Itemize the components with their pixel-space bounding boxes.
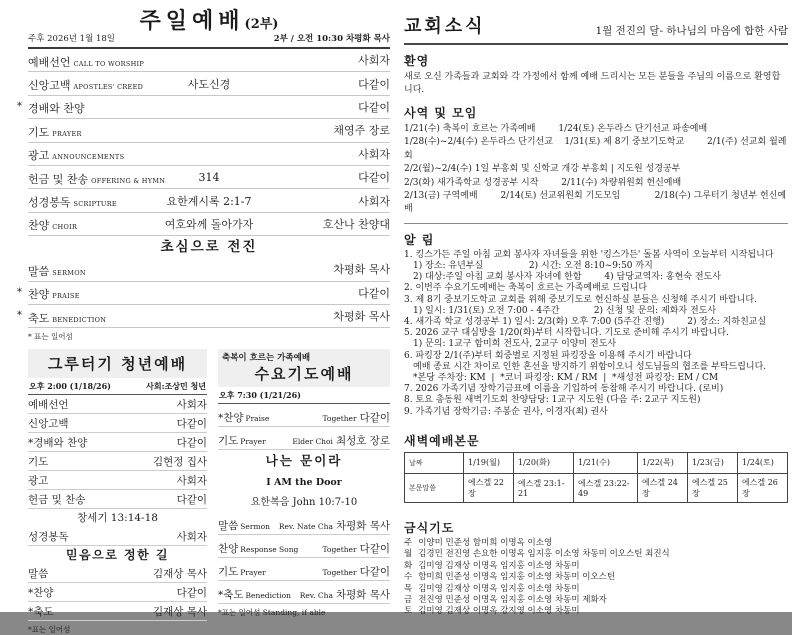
youth-time: 오후 2:00 (1/18/26) [29,381,111,392]
worship-row [17,305,390,328]
row-label-group [28,144,124,163]
table-cell: 에스겔 22장 [464,473,514,502]
youth-row [28,583,207,602]
row-sublabel: Prayer [240,436,266,446]
wednesday-header-box [218,349,390,387]
notice-line: 9. 가족기념 장학기금: 주봉순 권사, 이경자(최) 권사 [404,406,608,417]
dawn-section-title: 새벽예배본문 [404,433,480,448]
row-label: 성경봉독 [28,530,69,543]
wednesday-time: 오후 7:30 (1/21/26) [219,390,301,401]
wednesday-title: 수요기도예배 [254,365,354,384]
ministry-line: 1/21(수) 축복이 흐르는 가족예배 1/24(토) 온두라스 단기선교 파송예배 [404,124,708,134]
row-label-group [28,74,143,93]
sunday-worship-title: 주일예배 [139,8,245,34]
row-label: 신앙고백 [28,79,71,93]
row-person-group [323,537,390,556]
notice-line: 8. 토요 총동원 새벽기도회 찬양담당: 1교구 지도원 (다음 주: 2교구 지도원) [404,395,701,406]
notice-line: 5. 2026 교구 대심방을 1/20(화)부터 시작합니다. 기도로 준비해 주시기 바랍니다. [404,328,729,339]
fasting-day: 목 [404,583,413,594]
row-label: 성경봉독 [28,196,71,210]
notice-line: 1) 문의: 1교구 함미희 전도사, 2교구 이양미 전도사 [413,339,617,350]
row-person: 차평화 목사 [335,519,390,532]
row-person: 사회자 [176,398,207,411]
notices-section-title: 알 림 [404,232,435,247]
row-sublabel: PRAYER [52,129,82,138]
row-label-group [28,214,77,233]
row-sublabel: APOSTLES' CREED [73,83,144,92]
fasting-list [404,538,788,618]
row-label: 기도 [28,455,49,468]
wednesday-sermon-title-en: I AM the Door [266,477,342,489]
table-header-passage: 본문말씀 [405,473,464,502]
row-person-en: Rev. Nate Cha [278,521,333,531]
standing-star: * [17,309,22,321]
row-label: *경배와 찬양 [28,436,88,449]
row-sublabel: CHOIR [52,223,78,232]
row-label: 기도 [28,125,50,139]
row-person-group [323,406,390,425]
row-person: 다같이 [358,100,390,114]
notice-line: 예배 종료 시간 차이로 인한 혼선을 방지하기 위함이오니 성도님들의 협조를 부탁드립니다. [413,361,767,372]
youth-row [28,490,207,509]
fasting-names: 이양미 민준성 함미희 이명옥 이소영 [418,537,553,548]
youth-row [28,471,207,490]
row-person: 다같이 [358,77,390,91]
youth-mc: 사회:조상민 청년 [146,381,206,392]
row-sublabel: Praise [245,413,270,423]
row-sublabel: SERMON [52,268,86,277]
standing-footnote: *표는 일어섬 Standing, if able [218,608,326,618]
row-label: 말씀 [28,264,50,278]
fasting-day: 화 [404,560,413,571]
youth-sermon-title: 믿음으로 정한 길 [65,548,169,563]
row-person: 김현정 집사 [152,455,207,468]
youth-row [28,433,207,452]
row-person: 다같이 [359,565,390,578]
row-person: 채영주 장로 [333,124,390,138]
fasting-line [404,606,788,617]
row-label: 말씀 [28,567,49,580]
fasting-line [404,595,788,606]
table-cell: 1/20(화) [514,452,574,473]
row-label: 찬양 [28,219,50,233]
table-cell: 1/19(월) [464,452,514,473]
row-person: 사회자 [358,54,390,68]
worship-order [17,49,390,342]
table-cell: 1/21(수) [574,452,638,473]
row-label: 광고 [28,474,49,487]
wednesday-row [218,558,390,581]
ministry-section-title: 사역 및 모임 [404,106,478,120]
section-divider [404,223,788,224]
table-cell: 1/23(금) [687,452,737,473]
hymn-number: 314 [198,170,220,184]
wednesday-pre-title: 축복이 흐르는 가족예배 [222,353,311,364]
fasting-day: 토 [404,606,413,617]
wednesday-row [218,535,390,558]
row-label-group [28,191,117,210]
wednesday-row [218,404,390,427]
fasting-names: 전진영 민준성 이명옥 임지홍 이소영 차동미 제화자 [418,594,607,605]
fasting-section-title: 금식기도 [404,520,455,535]
notice-line: 7. 2026 가족기념 장학기금표에 이름을 기입하여 동참해 주시기 바랍니다. (로비) [404,384,724,395]
row-label-group [28,307,106,326]
row-label: 광고 [28,149,50,163]
row-center: 사도신경 [187,77,231,91]
standing-star: * [17,100,22,112]
row-sublabel: Prayer [240,567,266,577]
row-person: 다같이 [359,411,390,424]
notice-line: 1) 장소: 유년부실 2) 시간: 오전 8:10~9:50 까지 [413,261,653,272]
row-person: 다같이 [358,286,390,300]
page-title [28,8,390,34]
row-person: 다같이 [176,436,207,449]
row-label: 기도 [218,434,239,447]
row-label: 경배와 찬양 [28,102,85,116]
ministry-line: 2/3(화) 새가족학교 성경공부 시작 2/11(수) 차량위원회 헌신예배 [404,177,682,188]
row-person: 다같이 [358,171,390,185]
table-cell: 에스겔 24장 [637,473,687,502]
row-label: *축도 [28,605,54,618]
wednesday-row [218,512,390,535]
standing-footnote: *표는 일어섬 [28,625,71,635]
row-label: 신앙고백 [28,417,69,430]
row-label: *찬양 [218,411,244,424]
monthly-theme: 1월 전진의 달- 하나님의 마음에 합한 사람 [595,25,788,37]
row-person: 사회자 [176,530,207,543]
youth-time-row [28,378,207,395]
wednesday-sermon-title-kr: 나는 문이라 [265,453,343,469]
row-person-en: Rev. Cha [299,590,333,600]
news-header [404,12,788,45]
notice-line: 1) 일시: 1/31(토) 오전 7:00 - 4주간 2) 신청 및 문의: 제화자 전도사 [413,305,717,316]
standing-footnote: * 표는 일어섬 [28,332,73,342]
row-label: 기도 [218,565,239,578]
secondary-services [28,349,390,635]
youth-service-title: 그루터기 청년예배 [28,349,207,378]
youth-scripture: 창세기 13:14-18 [77,512,158,525]
row-sublabel: Sermon [240,521,270,531]
standing-star: * [17,286,22,298]
fasting-line [404,584,788,595]
table-row [405,452,788,473]
ministry-line: 1/28(수)~2/4(수) 온두라스 단기선교 1/31(토) 제 8기 중보기도학교 2/1(주) 선교회 월례회 [404,137,787,161]
table-cell: 에스겔 25장 [687,473,737,502]
row-person: 차평화 목사 [333,310,390,324]
row-label-group [218,560,266,579]
row-person: 호산나 찬양대 [322,217,390,231]
row-person: 다같이 [176,417,207,430]
row-person: 김재상 목사 [152,605,207,618]
service-date: 주후 2026년 1월 18일 [28,34,116,44]
row-person: 다같이 [176,586,207,599]
row-label-group [218,514,270,533]
wednesday-row [218,581,390,604]
sunday-worship-page [17,8,390,635]
youth-row [28,564,207,583]
fasting-line [404,538,788,549]
youth-row [28,414,207,433]
fasting-day: 월 [404,549,413,560]
fasting-day: 금 [404,594,413,605]
row-label: 헌금 및 찬송 [28,172,89,186]
row-sublabel: PRAISE [52,292,80,301]
row-sublabel: OFFERING & HYMN [91,176,166,185]
row-label: 찬양 [28,288,50,302]
row-person-group [323,560,390,579]
row-person: 다같이 [359,542,390,555]
row-label-group [28,121,82,140]
worship-row [28,49,390,72]
news-title: 교회소식 [404,16,486,37]
row-sublabel: SCRIPTURE [73,200,117,209]
row-person: 사회자 [358,147,390,161]
row-person-group [292,429,390,448]
row-label-group [28,168,165,187]
row-person-en: Together [322,567,357,577]
row-label-group [28,260,86,279]
notice-line: 6. 파킹장 2/1(주)부터 회중별로 지정된 파킹장을 이용해 주시기 바랍니다 [404,350,692,361]
notice-line: 4. 새가족 학교 성경공부 1) 일시: 2/3(화) 오후 7:00 (5주간 진행) 2) 장소: 지하친교실 [404,317,767,328]
worship-row [17,282,390,305]
worship-row [28,189,390,212]
youth-row [28,395,207,414]
fasting-day: 주 [404,537,413,548]
row-person: 차평화 목사 [335,588,390,601]
choir-song-title: 여호와께 돌아가자 [164,217,254,231]
ministry-list [404,123,788,217]
fasting-line [404,549,788,560]
row-person: 김재상 목사 [152,567,207,580]
fasting-names: 김미영 김재상 이명옥 강지영 이소영 차동미 [418,606,580,617]
row-sublabel: BENEDICTION [52,315,107,324]
notices-list [404,250,788,418]
row-label: *축도 [218,588,244,601]
row-label-group [218,583,291,602]
row-label-group [218,537,298,556]
row-label: 축도 [28,311,50,325]
notice-line: 2. 이번주 수요기도예배는 축복이 흐르는 가족예배로 드립니다 [404,283,648,294]
row-person-group [300,583,390,602]
row-sublabel: ANNOUNCEMENTS [52,153,125,162]
worship-row [28,119,390,142]
fasting-line [404,572,788,583]
welcome-body: 새로 오신 가족들과 교회와 각 가정에서 함께 예배 드리시는 모든 분들을 주님의 이름으로 환영합니다. [404,72,781,95]
wednesday-service-column [218,349,390,635]
wednesday-time-row [218,387,390,404]
row-sublabel: CALL TO WORSHIP [73,59,145,68]
row-person-en: Together [322,413,357,423]
table-cell: 에스겔 23:1-21 [514,473,574,502]
notice-line: 1. 킹스가든 주일 아침 교회 봉사자 자녀들을 위한 '킹스가든' 돌봄 사역이 오늘부터 시작됩니다 [404,249,774,260]
row-person: 차평화 목사 [333,263,390,277]
ministry-line: 2/13(금) 구역예배 2/14(토) 선교위원회 기도모임 2/18(수) 그루터기 청년부 헌신예배 [404,191,787,215]
fasting-line [404,561,788,572]
notice-line: 3. 제 8기 중보기도학교 교회를 위해 중보기도로 헌신하실 분들은 신청해 주시기 바랍니다. [404,294,757,305]
row-label: 예배선언 [28,398,69,411]
row-label: 헌금 및 찬송 [28,493,86,506]
worship-row [28,258,390,281]
youth-service-column [28,349,207,635]
wednesday-scripture: 요한복음 John 10:7-10 [250,497,358,509]
row-person: 최성호 장로 [335,434,390,447]
row-sublabel: Benediction [245,590,291,600]
dawn-scripture-table [404,452,788,503]
table-cell: 1/22(목) [637,452,687,473]
fasting-names: 김경민 전진영 손요한 이명옥 임지홍 이소영 차동미 이오스틴 최진식 [418,549,670,560]
service-number: (2부) [244,17,279,32]
youth-row [28,452,207,471]
fasting-names: 김미영 김재상 이명옥 임지홍 이소영 차동미 [418,583,580,594]
worship-row [28,213,390,236]
service-time-pastor: 2부 / 오전 10:30 차평화 목사 [273,34,390,44]
row-label: 말씀 [218,519,239,532]
row-label-group [218,406,269,425]
service-meta [28,32,390,49]
row-sublabel: Response Song [240,544,299,554]
welcome-section-title: 환영 [404,54,430,68]
youth-row [28,527,207,546]
notice-line: *본당 주차장: KM | *코너 파킹장: KM / RM | *새성전 파킹장: EM / CM [413,373,719,384]
row-person-en: Elder Choi [292,436,333,446]
sermon-series-title: 초심으로 전진 [160,239,258,256]
row-label: 예배선언 [28,55,71,69]
wednesday-row [218,427,390,450]
church-news-page [404,12,788,618]
table-cell: 1/24(토) [737,452,787,473]
row-person-group [279,514,390,533]
row-label-group [218,429,266,448]
row-person: 다같이 [176,493,207,506]
row-person: 사회자 [176,474,207,487]
worship-row [28,72,390,95]
row-person: 사회자 [358,194,390,208]
notice-line: 2) 대상:주일 아침 교회 봉사자 자녀에 한함 4) 담당교역자: 홍현숙 전도사 [413,272,721,283]
row-label-group [28,97,85,116]
table-cell: 에스겔 26장 [737,473,787,502]
row-label: *찬양 [28,586,54,599]
fasting-names: 함미희 민준성 이명옥 임지홍 이소영 차동미 이오스틴 [418,572,616,583]
worship-row [28,143,390,166]
row-label-group [28,51,144,70]
row-label-group [28,283,80,302]
ministry-line: 2/2(월)~2/4(수) 1일 부흥회 및 신학교 개강 부흥회 | 지도원 성경공부 [404,164,681,175]
youth-row [28,602,207,621]
table-cell: 에스겔 23:22-49 [574,473,638,502]
row-person-en: Together [322,544,357,554]
scripture-reference: 요한계시록 2:1-7 [166,194,252,208]
row-label: 찬양 [218,542,239,555]
table-row [405,473,788,502]
fasting-day: 수 [404,572,413,583]
fasting-names: 김미영 김재상 이명옥 임지홍 이소영 차동미 [418,560,580,571]
table-header-date: 날짜 [405,452,464,473]
worship-row [17,96,390,119]
worship-row [28,166,390,189]
